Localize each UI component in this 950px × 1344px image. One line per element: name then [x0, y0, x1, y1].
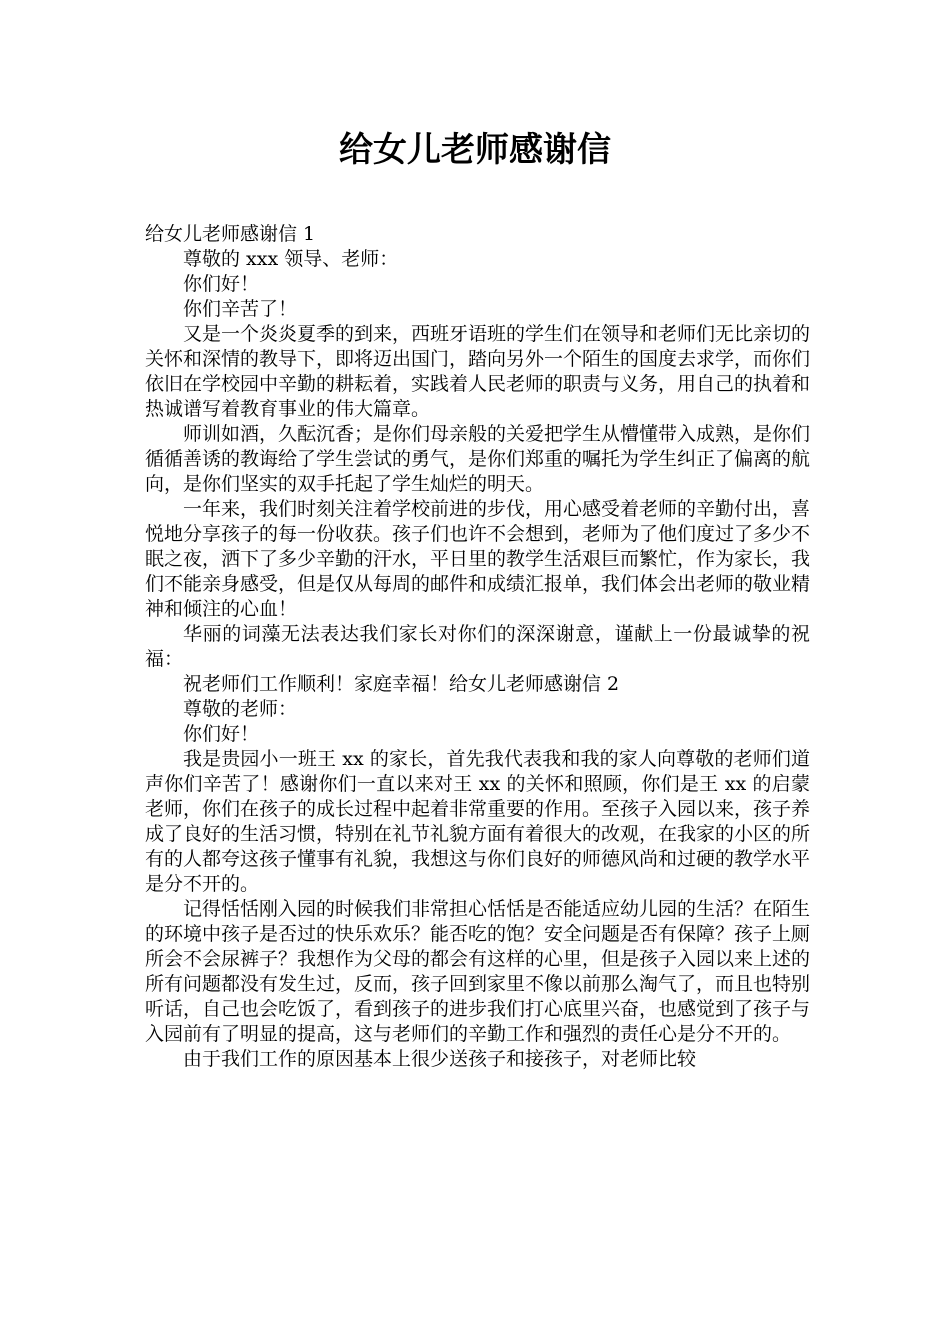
paragraph: 你们辛苦了！ [183, 298, 298, 320]
paragraph: 又是一个炎炎夏季的到来，西班牙语班的学生们在领导和老师们无比亲切的关怀和深情的教导下，即将迈出国门，踏向另外一个陌生的国度去求学，而你们依旧在学校园中辛勤的耕耘着，实践着人民老师的职责与义务，用自己的执着和热诚谱写着教育事业的伟大篇章。 [145, 323, 811, 420]
paragraph: 由于我们工作的原因基本上很少送孩子和接孩子，对老师比较 [183, 1048, 697, 1070]
paragraph: 给女儿老师感谢信 1 [145, 223, 316, 245]
paragraph: 尊敬的 xxx 领导、老师： [183, 248, 399, 270]
paragraph: 祝老师们工作顺利！家庭幸福！给女儿老师感谢信 2 [183, 673, 620, 695]
paragraph: 你们好！ [183, 273, 260, 295]
document-title: 给女儿老师感谢信 [339, 130, 611, 170]
paragraph: 记得恬恬刚入园的时候我们非常担心恬恬是否能适应幼儿园的生活？在陌生的环境中孩子是否过的快乐欢乐？能否吃的饱？安全问题是否有保障？孩子上厕所会不会尿裤子？我想作为父母的都会有这样的心里，但是孩子入园以来上述的所有问题都没有发生过，反而，孩子回到家里不像以前那么淘气了，而且也特别听话，自己也会吃饭了，看到孩子的进步我们打心底里兴奋，也感觉到了孩子与入园前有了明显的提高，这与老师们的辛勤工作和强烈的责任心是分不开的。 [145, 898, 811, 1045]
paragraph: 尊敬的老师： [183, 698, 298, 720]
paragraph: 师训如酒，久酝沉香；是你们母亲般的关爱把学生从懵懂带入成熟，是你们循循善诱的教诲给了学生尝试的勇气，是你们郑重的嘱托为学生纠正了偏离的航向，是你们坚实的双手托起了学生灿烂的明天。 [145, 423, 811, 495]
document-body [145, 222, 810, 1072]
paragraph: 我是贵园小一班王 xx 的家长，首先我代表我和我的家人向尊敬的老师们道声你们辛苦了！感谢你们一直以来对王 xx 的关怀和照顾，你们是王 xx 的启蒙老师，你们在孩子的成长过程中起着非常重要的作用。至孩子入园以来，孩子养成了良好的生活习惯，特别在礼节礼貌方面有着很大的改观，在我家的小区的所有的人都夸这孩子懂事有礼貌，我想这与你们良好的师德风尚和过硬的教学水平是分不开的。 [145, 748, 811, 895]
paragraph: 一年来，我们时刻关注着学校前进的步伐，用心感受着老师的辛勤付出，喜悦地分享孩子的每一份收获。孩子们也许不会想到，老师为了他们度过了多少不眠之夜，洒下了多少辛勤的汗水，平日里的教学生活艰巨而繁忙，作为家长，我们不能亲身感受，但是仅从每周的邮件和成绩汇报单，我们体会出老师的敬业精神和倾注的心血！ [145, 498, 811, 620]
paragraph: 你们好！ [183, 723, 260, 745]
paragraph: 华丽的词藻无法表达我们家长对你们的深深谢意，谨献上一份最诚挚的祝福： [145, 623, 810, 670]
